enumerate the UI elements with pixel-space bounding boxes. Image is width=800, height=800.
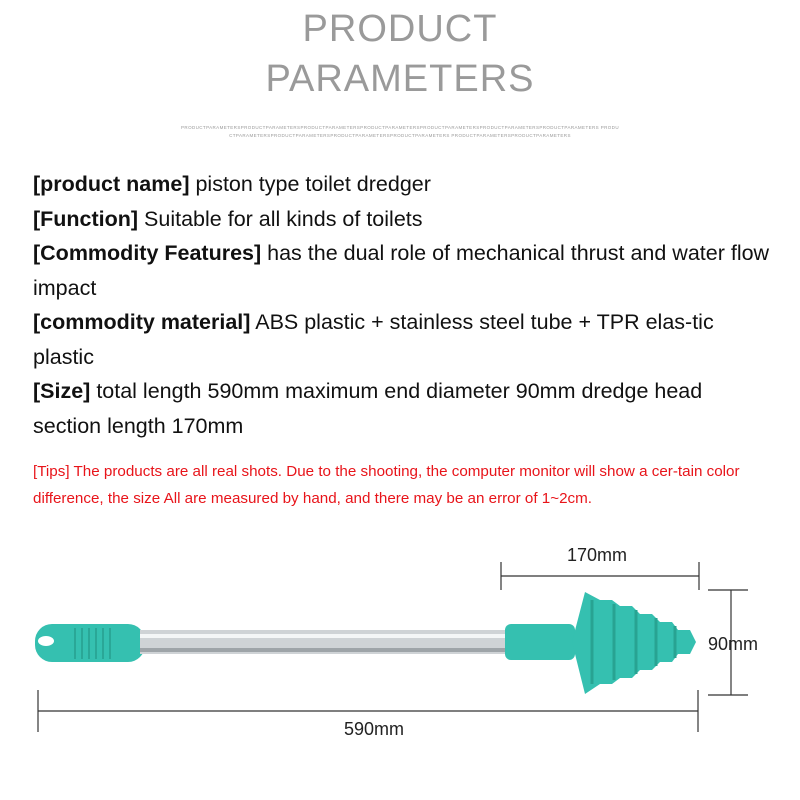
dimension-total-length: 590mm: [344, 719, 405, 739]
decorative-fine-print: PRODUCTPARAMETERSPRODUCTPARAMETERSPRODUCTPARAMETERSPRODUCTPARAMETERSPRODUCTPARAMETERSPRODUCTPARAMETERSPRODUCTPARAMETERS PRODUCTPARAMETERSPRODUCTPARAMETERSPRODUCTPARAMETERSPRODUCTPARAMETERS PRODUCTPARAMETERSPRODUCTPARAMETERS: [181, 125, 619, 138]
title-product: PRODUCT: [302, 8, 498, 50]
param-value: ABS plastic + stainless steel tube + TPR elas-tic plastic: [33, 310, 714, 369]
steel-tube: [140, 630, 512, 654]
param-label: [Function]: [33, 206, 139, 231]
param-label: [product name]: [33, 172, 190, 196]
tips-note: [Tips] The products are all real shots. Due to the shooting, the computer monitor will show a cer-tain color difference, the size All are measured by hand, and there may be an error of 1~2cm.: [33, 463, 740, 507]
param-label: [commodity material]: [33, 310, 251, 334]
param-value: total length 590mm maximum end diameter 90mm dredge head section length 170mm: [33, 379, 703, 438]
title-parameters: PARAMETERS: [265, 58, 535, 100]
dimension-head-length: 170mm: [567, 545, 628, 565]
param-value: piston type toilet dredger: [189, 172, 431, 196]
param-value: has the dual role of mechanical thrust and water flow impact: [33, 241, 770, 300]
param-label: [Size]: [33, 379, 91, 403]
param-label: [Commodity Features]: [33, 241, 262, 265]
dimension-diameter: 90mm: [708, 634, 759, 654]
plunger-head: [505, 592, 696, 694]
param-value: Suitable for all kinds of toilets: [138, 206, 423, 231]
plunger-handle: [35, 624, 145, 662]
